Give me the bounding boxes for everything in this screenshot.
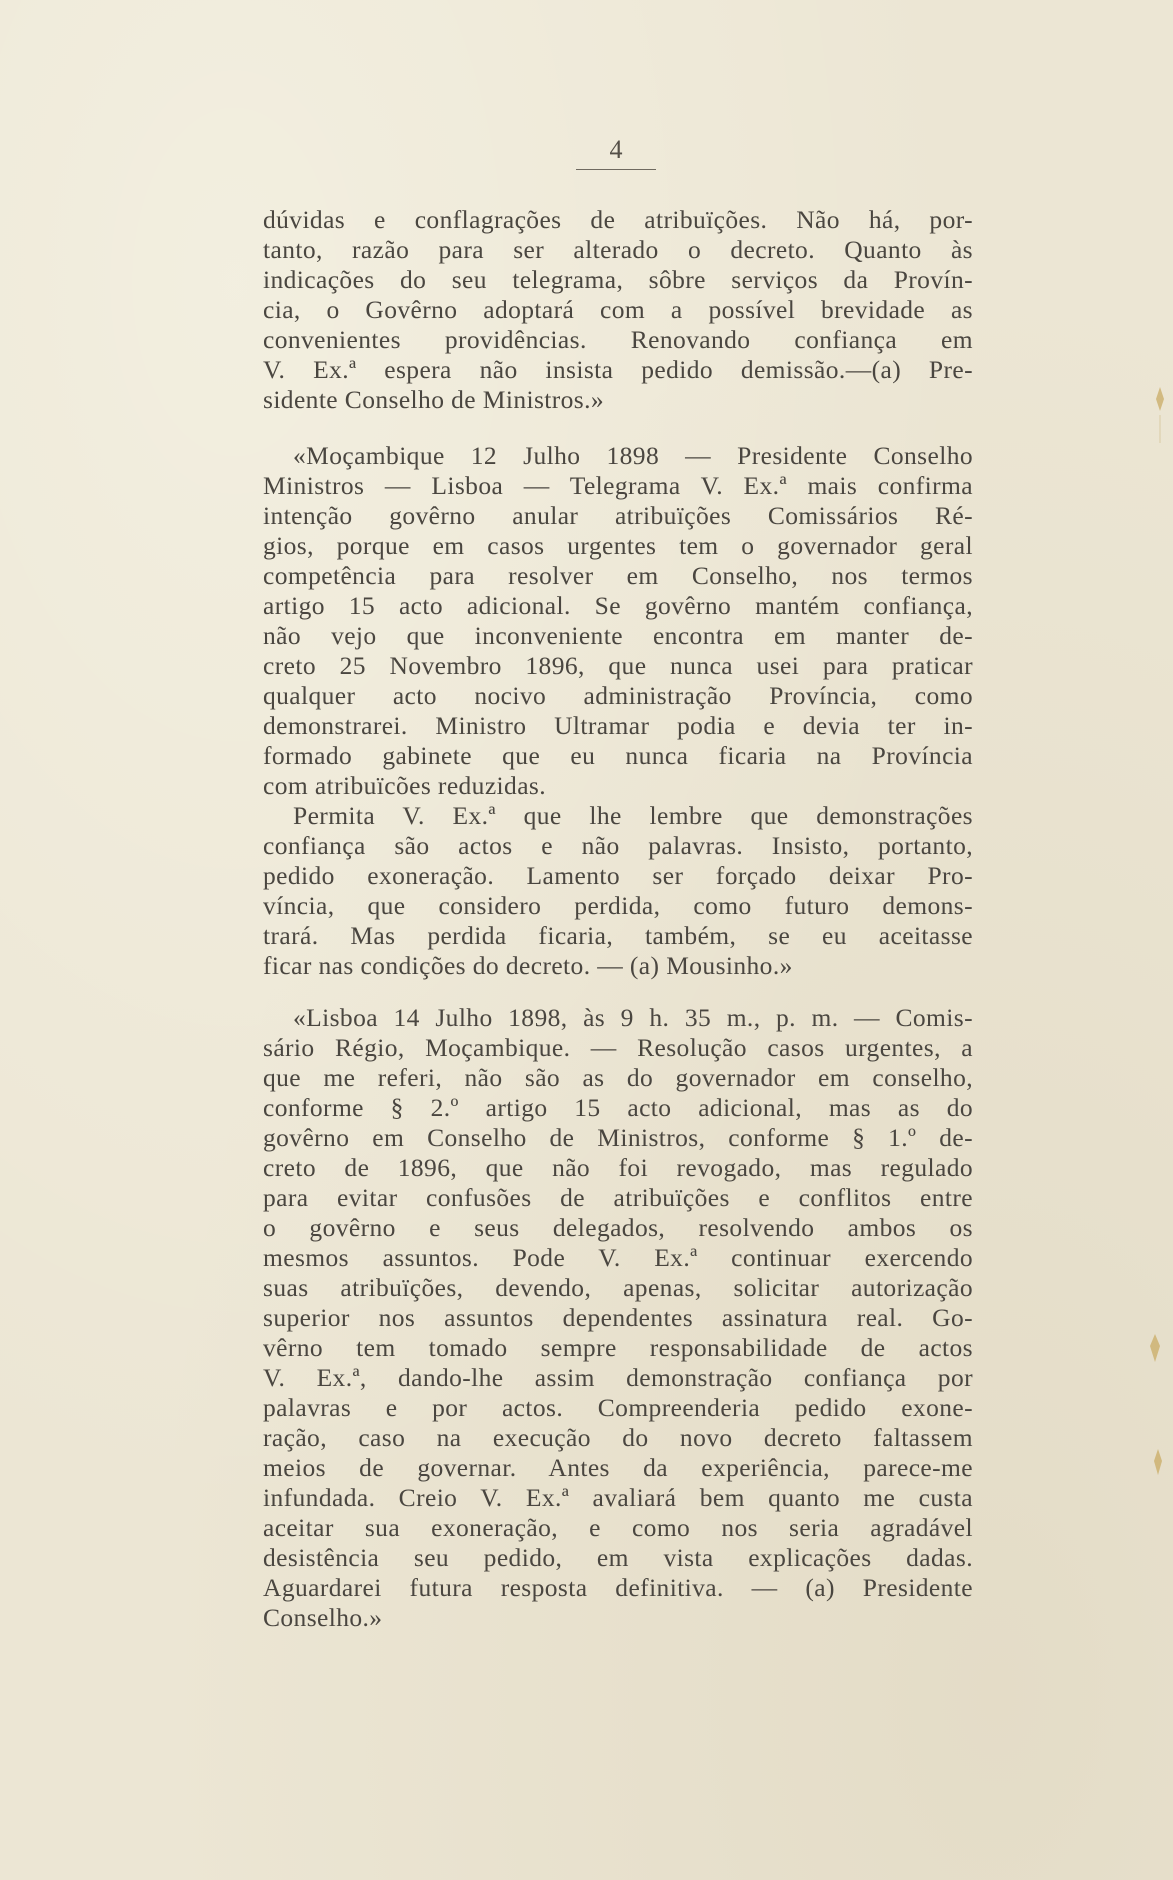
text-line: ração, caso na execução do novo decreto faltassem: [263, 1423, 973, 1452]
text-line: indicações do seu telegrama, sôbre serviços da Provín-: [263, 265, 973, 294]
text-line: creto 25 Novembro 1896, que nunca usei para praticar: [263, 651, 973, 680]
text-line: víncia, que considero perdida, como futuro demons-: [263, 891, 973, 920]
text-line: trará. Mas perdida ficaria, também, se eu aceitasse: [263, 921, 973, 950]
text-line: mesmos assuntos. Pode V. Ex.ª continuar exercendo: [263, 1243, 973, 1272]
paragraph-lisboa-telegram: [263, 1003, 973, 1633]
text-line: Aguardarei futura resposta definitiva. — (a) Presidente: [263, 1573, 973, 1602]
text-line: V. Ex.ª espera não insista pedido demissão.—(a) Pre-: [263, 355, 973, 384]
text-line: intenção govêrno anular atribuïções Comissários Ré-: [263, 501, 973, 530]
text-line: Ministros — Lisboa — Telegrama V. Ex.ª mais confirma: [263, 471, 973, 500]
page-number: 4: [576, 135, 656, 170]
text-line: competência para resolver em Conselho, nos termos: [263, 561, 973, 590]
text-line: não vejo que inconveniente encontra em manter de-: [263, 621, 973, 650]
text-line: V. Ex.ª, dando-lhe assim demonstração confiança por: [263, 1363, 973, 1392]
text-line: demonstrarei. Ministro Ultramar podia e devia ter in-: [263, 711, 973, 740]
text-line: sário Régio, Moçambique. — Resolução casos urgentes, a: [263, 1033, 973, 1062]
binding-mark-icon: [1150, 385, 1170, 445]
text-line: vêrno tem tomado sempre responsabilidade de actos: [263, 1333, 973, 1362]
text-line: tanto, razão para ser alterado o decreto. Quanto às: [263, 235, 973, 264]
text-line: cia, o Govêrno adoptará com a possível brevidade as: [263, 295, 973, 324]
binding-mark-icon: [1148, 1445, 1168, 1495]
text-line: creto de 1896, que não foi revogado, mas regulado: [263, 1153, 973, 1182]
text-line: convenientes providências. Renovando confiança em: [263, 325, 973, 354]
text-line: o govêrno e seus delegados, resolvendo ambos os: [263, 1213, 973, 1242]
text-line: dúvidas e conflagrações de atribuïções. Não há, por-: [263, 205, 973, 234]
text-line: conforme § 2.º artigo 15 acto adicional, mas as do: [263, 1093, 973, 1122]
text-line: formado gabinete que eu nunca ficaria na Província: [263, 741, 973, 770]
text-line: Permita V. Ex.ª que lhe lembre que demonstrações: [293, 801, 973, 830]
text-line: superior nos assuntos dependentes assinatura real. Go-: [263, 1303, 973, 1332]
binding-mark-icon: [1145, 1332, 1165, 1382]
text-line: meios de governar. Antes da experiência, parece-me: [263, 1453, 973, 1482]
text-line: gios, porque em casos urgentes tem o governador geral: [263, 531, 973, 560]
text-line: qualquer acto nocivo administração Província, como: [263, 681, 973, 710]
text-line: palavras e por actos. Compreenderia pedido exone-: [263, 1393, 973, 1422]
text-line: desistência seu pedido, em vista explicações dadas.: [263, 1543, 973, 1572]
text-line: «Lisboa 14 Julho 1898, às 9 h. 35 m., p. m. — Comis-: [293, 1003, 973, 1032]
text-line: aceitar sua exoneração, e como nos seria agradável: [263, 1513, 973, 1542]
text-line: infundada. Creio V. Ex.ª avaliará bem quanto me custa: [263, 1483, 973, 1512]
text-line: ficar nas condições do decreto. — (a) Mousinho.»: [263, 951, 793, 980]
text-line: «Moçambique 12 Julho 1898 — Presidente Conselho: [293, 441, 973, 470]
paragraph-telegram-reply-end: [263, 205, 973, 415]
text-line: com atribuïcões reduzidas.: [263, 771, 547, 800]
paragraph-mocambique-telegram: [263, 441, 973, 981]
text-line: suas atribuïções, devendo, apenas, solicitar autorização: [263, 1273, 973, 1302]
text-line: govêrno em Conselho de Ministros, conforme § 1.º de-: [263, 1123, 973, 1152]
text-line: Conselho.»: [263, 1603, 383, 1632]
text-line: para evitar confusões de atribuïções e conflitos entre: [263, 1183, 973, 1212]
text-line: pedido exoneração. Lamento ser forçado deixar Pro-: [263, 861, 973, 890]
text-line: confiança são actos e não palavras. Insisto, portanto,: [263, 831, 973, 860]
text-line: artigo 15 acto adicional. Se govêrno mantém confiança,: [263, 591, 973, 620]
text-line: sidente Conselho de Ministros.»: [263, 385, 605, 414]
text-line: que me referi, não são as do governador em conselho,: [263, 1063, 973, 1092]
